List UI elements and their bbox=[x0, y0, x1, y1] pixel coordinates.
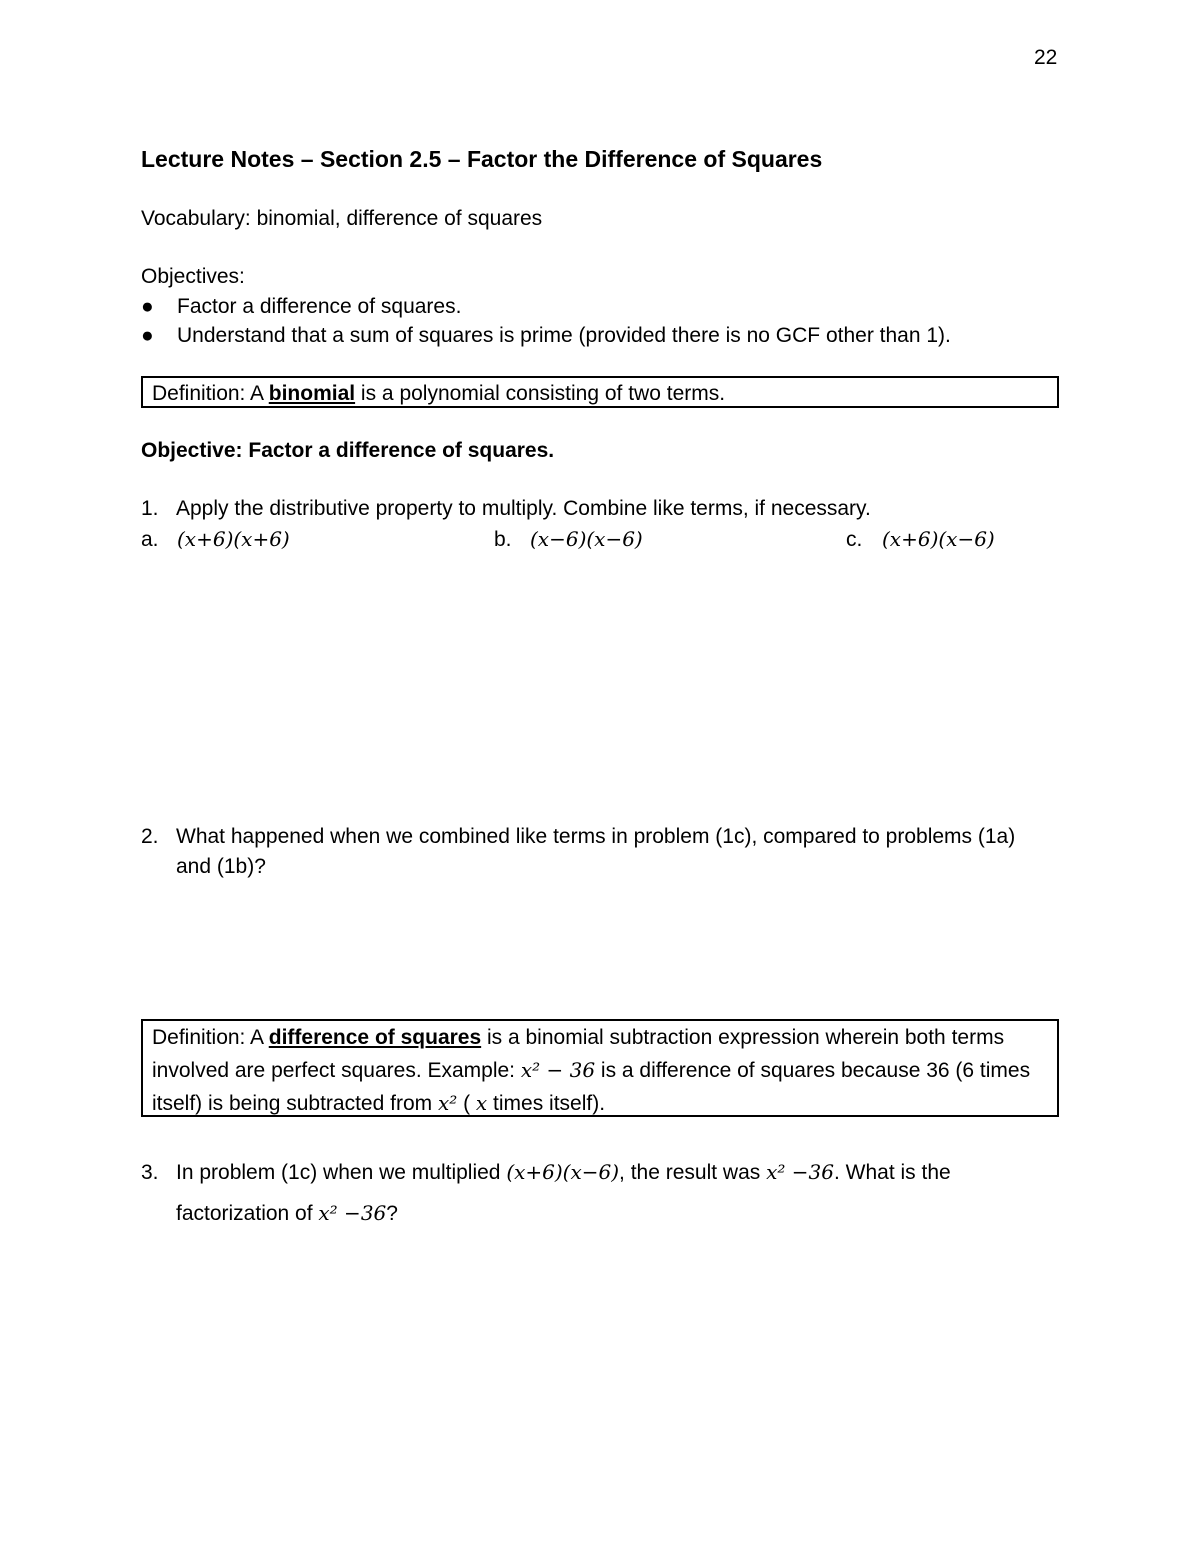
bullet-icon: ● bbox=[141, 324, 154, 347]
term-binomial: binomial bbox=[268, 382, 356, 405]
definition-difference-of-squares-box: Definition: A difference of squares is a binomial subtraction expression wherein both terms involved are perfect squares. Example: x² − 36 is a difference of squares because 36 (6 times itself) is being subtracted from x² ( x times itself). bbox=[141, 1019, 1059, 1117]
objectives-label: Objectives: bbox=[141, 265, 245, 288]
question-1a: a. (x+6)(x+6) bbox=[141, 527, 290, 551]
objective-item: ● Understand that a sum of squares is prime (provided there is no GCF other than 1). bbox=[141, 324, 951, 347]
bullet-icon: ● bbox=[141, 295, 154, 318]
question-3: 3. In problem (1c) when we multiplied (x+6)(x−6), the result was x² −36. What is the factorization of x² −36? bbox=[141, 1160, 951, 1225]
page-number: 22 bbox=[1034, 46, 1058, 69]
vocabulary-line: Vocabulary: binomial, difference of squares bbox=[141, 207, 543, 230]
term-difference-of-squares: difference of squares bbox=[268, 1026, 482, 1049]
question-1c: c. (x+6)(x−6) bbox=[846, 527, 995, 551]
objective-item: ● Factor a difference of squares. bbox=[141, 295, 462, 318]
objective-heading: Objective: Factor a difference of squares. bbox=[141, 439, 555, 462]
example-expression: x² − 36 bbox=[520, 1058, 596, 1082]
definition-binomial-box: Definition: A binomial is a polynomial consisting of two terms. bbox=[141, 376, 1059, 408]
page-title: Lecture Notes – Section 2.5 – Factor the Difference of Squares bbox=[141, 146, 823, 172]
question-2: 2. What happened when we combined like terms in problem (1c), compared to problems (1a) and (1b)? bbox=[141, 825, 1016, 878]
question-1b: b. (x−6)(x−6) bbox=[494, 527, 643, 551]
question-1: 1. Apply the distributive property to multiply. Combine like terms, if necessary. bbox=[141, 497, 871, 520]
